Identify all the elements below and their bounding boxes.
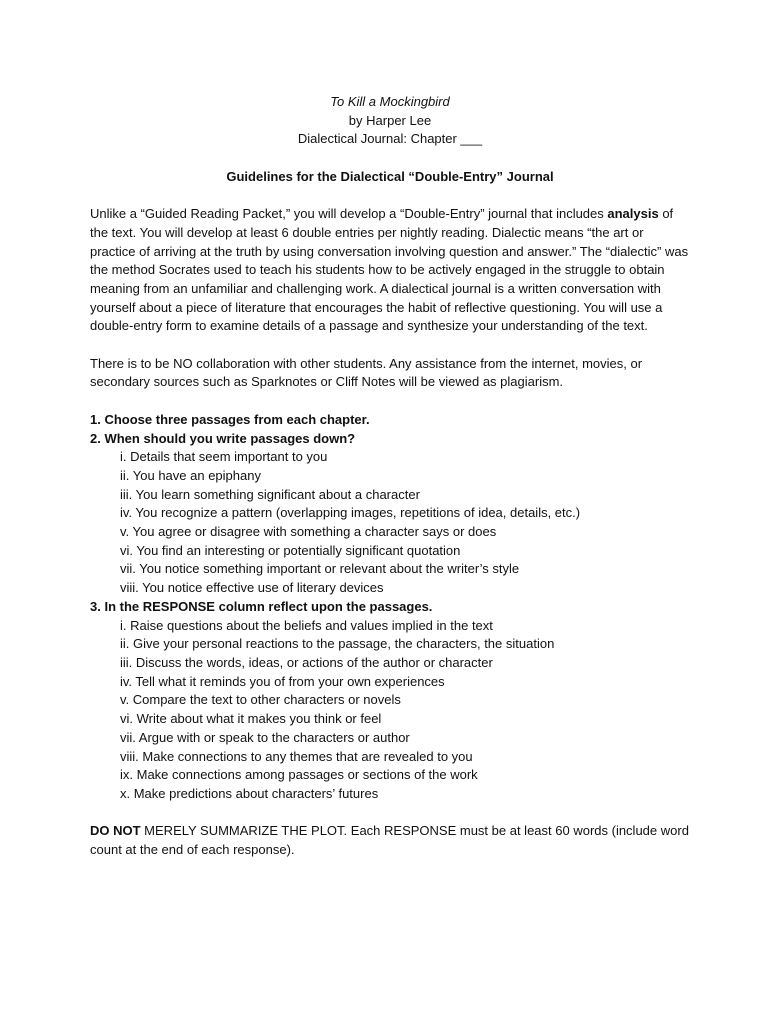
list-item: vi. You find an interesting or potentially significant quotation bbox=[120, 542, 461, 558]
list-item: i. Raise questions about the beliefs and values implied in the text bbox=[120, 617, 493, 633]
intro-paragraph bbox=[90, 205, 690, 336]
spacer bbox=[90, 392, 690, 411]
list-item: vi. Write about what it makes you think or feel bbox=[120, 711, 382, 727]
step-1-heading: 1. Choose three passages from each chapter. bbox=[90, 411, 370, 427]
collaboration-paragraph: There is to be NO collaboration with other students. Any assistance from the internet, movies, or secondary sources such as Sparknotes or Cliff Notes will be viewed as plagiarism. bbox=[90, 355, 643, 390]
closing-text: MERELY SUMMARIZE THE PLOT. Each RESPONSE must be at least 60 words (include word count at the end of each response). bbox=[90, 823, 689, 857]
guidelines-title: Guidelines for the Dialectical “Double-Entry” Journal bbox=[226, 168, 554, 184]
list-item: i. Details that seem important to you bbox=[120, 449, 328, 465]
list-item: viii. Make connections to any themes that are revealed to you bbox=[120, 748, 473, 764]
list-item: vii. You notice something important or relevant about the writer’s style bbox=[120, 561, 520, 577]
step-2-heading: 2. When should you write passages down? bbox=[90, 430, 356, 446]
list-item: iv. You recognize a pattern (overlapping images, repetitions of idea, details, etc.) bbox=[120, 505, 581, 521]
list-item: viii. You notice effective use of literary devices bbox=[120, 580, 384, 596]
list-item: v. You agree or disagree with something a character says or does bbox=[120, 524, 497, 540]
list-item: x. Make predictions about characters’ futures bbox=[120, 785, 379, 801]
list-item: iii. Discuss the words, ideas, or actions of the author or character bbox=[120, 654, 493, 670]
intro-bold-word: analysis bbox=[607, 206, 659, 222]
closing-bold: DO NOT bbox=[90, 823, 141, 839]
closing-paragraph bbox=[90, 822, 690, 859]
list-item: ii. Give your personal reactions to the passage, the characters, the situation bbox=[120, 636, 555, 652]
list-item: v. Compare the text to other characters or novels bbox=[120, 692, 401, 708]
list-item: ix. Make connections among passages or sections of the work bbox=[120, 767, 478, 783]
document-header bbox=[90, 93, 690, 149]
document-page bbox=[90, 93, 690, 860]
list-item: vii. Argue with or speak to the characters or author bbox=[120, 729, 410, 745]
book-title: To Kill a Mockingbird bbox=[330, 94, 450, 109]
list-item: iv. Tell what it reminds you of from your own experiences bbox=[120, 673, 445, 689]
list-item: ii. You have an epiphany bbox=[120, 467, 261, 483]
author-line: by Harper Lee bbox=[348, 112, 432, 128]
journal-line: Dialectical Journal: Chapter ___ bbox=[297, 131, 483, 147]
intro-text-start: Unlike a “Guided Reading Packet,” you will develop a “Double-Entry” journal that includes bbox=[90, 206, 608, 222]
list-item: iii. You learn something significant about a character bbox=[120, 486, 420, 502]
intro-text-end: of the text. You will develop at least 6 double entries per nightly reading. Dialectic means “the art or practice of arriving at the truth by using conversation involving question and answer.” The “dialectic” was the method Socrates used to teach his students how to be actively engaged in the struggle to obtain meaning from an unfamiliar and challenging work. A dialectical journal is a written conversation with yourself about a piece of literature that encourages the habit of reflective questioning. You will use a double-entry form to examine details of a passage and synthesize your understanding of the text. bbox=[90, 206, 689, 334]
step-3-heading: 3. In the RESPONSE column reflect upon the passages. bbox=[90, 598, 433, 614]
